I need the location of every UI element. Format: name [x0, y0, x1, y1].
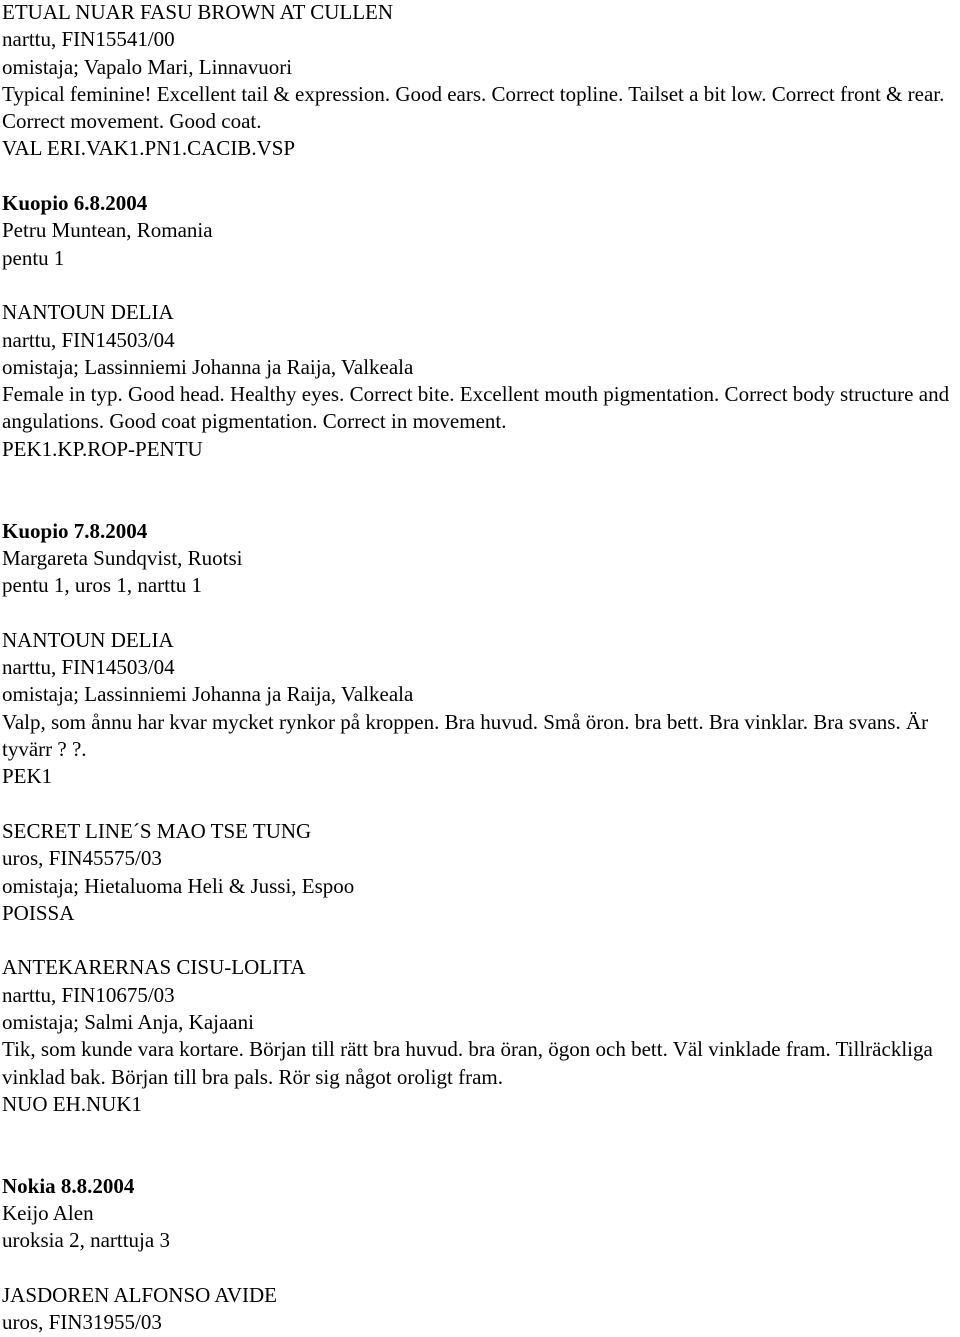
dog-result: VAL ERI.VAK1.PN1.CACIB.VSP — [2, 136, 296, 161]
entry-nantoun-delia — [2, 627, 957, 791]
entry-jasdoren-alfonso — [2, 1282, 957, 1337]
dog-name: NANTOUN DELIA — [2, 300, 174, 325]
dog-owner: omistaja; Salmi Anja, Kajaani — [2, 1009, 254, 1034]
dog-result: NUO EH.NUK1 — [2, 1091, 142, 1116]
dog-owner: omistaja; Lassinniemi Johanna ja Raija, Valkeala — [2, 354, 414, 379]
entry-antekarernas-cisu-lolita — [2, 954, 957, 1118]
dog-result: PEK1.KP.ROP-PENTU — [2, 436, 203, 461]
show-judge: Keijo Alen — [2, 1201, 94, 1226]
entry-nantoun-delia — [2, 299, 957, 463]
show-nokia-8-8 — [2, 1173, 957, 1255]
show-heading: Kuopio 6.8.2004 — [2, 191, 148, 216]
dog-critique: Valp, som ånnu har kvar mycket rynkor på kroppen. Bra huvud. Små öron. bra bett. Bra vinklar. Bra svans. Är tyvärr ? ?. — [2, 709, 929, 762]
show-judge: Margareta Sundqvist, Ruotsi — [2, 545, 243, 570]
dog-owner: omistaja; Vapalo Mari, Linnavuori — [2, 54, 293, 79]
dog-critique: Typical feminine! Excellent tail & expression. Good ears. Correct topline. Tailset a bit low. Correct front & rear. Correct movement. Good coat. — [2, 81, 945, 134]
dog-registration: uros, FIN31955/03 — [2, 1310, 162, 1335]
show-kuopio-6-8 — [2, 190, 957, 272]
show-heading: Kuopio 7.8.2004 — [2, 518, 148, 543]
show-entry-counts: pentu 1 — [2, 245, 65, 270]
dog-result: PEK1 — [2, 764, 53, 789]
dog-registration: narttu, FIN15541/00 — [2, 27, 175, 52]
entry-secret-line — [2, 818, 957, 927]
show-entry-counts: pentu 1, uros 1, narttu 1 — [2, 573, 203, 598]
document-page — [2, 0, 957, 1337]
dog-owner: omistaja; Lassinniemi Johanna ja Raija, Valkeala — [2, 682, 414, 707]
dog-registration: narttu, FIN14503/04 — [2, 327, 175, 352]
show-heading: Nokia 8.8.2004 — [2, 1173, 135, 1198]
dog-critique: Tik, som kunde vara kortare. Början till rätt bra huvud. bra öran, ögon och bett. Väl vinklade fram. Tillräckliga vinklad bak. Början till bra pals. Rör sig något oroligt fram. — [2, 1037, 933, 1089]
dog-registration: uros, FIN45575/03 — [2, 846, 162, 871]
dog-name: SECRET LINE´S MAO TSE TUNG — [2, 818, 312, 843]
dog-name: JASDOREN ALFONSO AVIDE — [2, 1282, 277, 1307]
dog-name: NANTOUN DELIA — [2, 627, 174, 652]
show-judge: Petru Muntean, Romania — [2, 218, 213, 243]
show-kuopio-7-8 — [2, 518, 957, 600]
dog-registration: narttu, FIN10675/03 — [2, 982, 175, 1007]
dog-name: ETUAL NUAR FASU BROWN AT CULLEN — [2, 0, 394, 24]
entry-etual-nuar — [2, 0, 957, 163]
dog-registration: narttu, FIN14503/04 — [2, 655, 175, 680]
dog-owner: omistaja; Hietaluoma Heli & Jussi, Espoo — [2, 873, 355, 898]
dog-result: POISSA — [2, 900, 75, 925]
dog-critique: Female in typ. Good head. Healthy eyes. Correct bite. Excellent mouth pigmentation. Correct body structure and angulations. Good coat pigmentation. Correct in movement. — [2, 382, 950, 434]
show-entry-counts: uroksia 2, narttuja 3 — [2, 1228, 170, 1253]
dog-name: ANTEKARERNAS CISU-LOLITA — [2, 955, 306, 980]
